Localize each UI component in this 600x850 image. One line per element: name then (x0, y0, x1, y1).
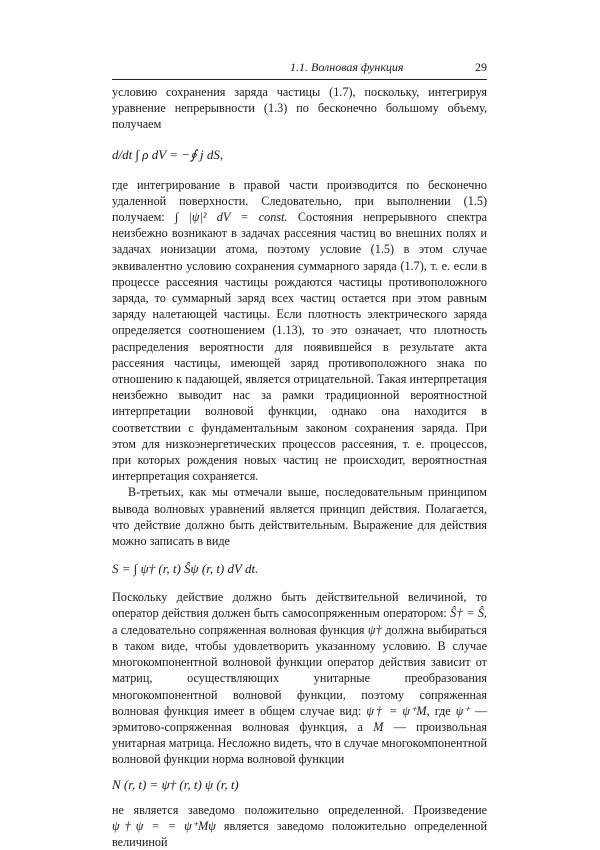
paragraph-1: условию сохранения заряда частицы (1.7), поскольку, интегрируя уравнение непрерывности (1.3) по бесконечно большому объему, получаем (112, 85, 487, 132)
running-title: 1.1. Волновая функция (290, 60, 404, 74)
equation-norm: N (r, t) = ψ† (r, t) ψ (r, t) (112, 776, 239, 792)
inline-formula-conjugate: ψ† = ψ⁺M, (366, 703, 430, 718)
paragraph-4-text-e: — эрмитово-сопряженная волновая функция, а (112, 703, 488, 734)
inline-formula-product-cont: = ψ⁺Mψ (167, 818, 216, 833)
paragraph-5-text-a: не является заведомо положительно определенной. Произведение (112, 802, 487, 817)
paragraph-4-text-b: а следовательно сопряженная волновая функция (112, 622, 365, 637)
paragraph-3: В-третьих, как мы отмечали выше, последовательным принципом вывода волновых уравнений является принцип действия. Полагается, что действие должно быть действительным. Выражение для действия можно записать в виде (112, 485, 487, 549)
inline-formula-norm: ∫ |ψ|² dV = const. (174, 210, 288, 225)
page-header (112, 60, 487, 76)
equation-charge-conservation: d/dt ∫ ρ dV = −∮ j dS, (112, 146, 224, 162)
paragraph-4-text-f: — произвольная унитарная матрица. Несложно видеть, что в случае многокомпонентной волновой функции норма волновой функции (112, 719, 488, 767)
inline-formula-product: ψ†ψ = (112, 818, 160, 833)
paragraph-4-text-d: где (434, 703, 451, 718)
paragraph-5-text-b: является заведомо положительно определенной величиной (112, 818, 488, 849)
paragraph-4-text-a: Поскольку действие должно быть действительной величиной, то оператор действия должен быть самосопряженным оператором: (112, 590, 487, 621)
paragraph-4-text-c: должна выбираться в таком виде, чтобы удовлетворить указанному условию. В случае многокомпонентной волновой функции оператор действия зависит от матриц, осуществляющих унитарные преобразования многокомпонентной волновой функции, поэтому сопряженная волновая функция имеет в общем случае вид: (112, 622, 487, 718)
inline-formula-psi-plus: ψ⁺ (455, 703, 470, 718)
inline-formula-m: M (373, 719, 384, 734)
paragraph-2-text-b: Состояния непрерывного спектра неизбежно возникают в задачах рассеяния частиц во внешних полях и задачах ионизации атома, поэтому условие (1.5) в этом случае эквивалентно условию сохранения суммарного заряда (1.7), т. е. если в процессе рассеяния частицы рождаются частицы противоположного заряда, то суммарный заряд всех частиц остается при этом равным заряду налетающей частицы. Если плотность электрического заряда определяется соотношением (1.13), то это означает, что плотность распределения вероятности для появившейся в результате акта рассеяния частицы, имеющей заряд противоположного знака по отношению к падающей, является отрицательной. Такая интерпретация неизбежно выводит нас за рамки традиционной вероятностной интерпретации волновой функции, однако она находится в соответствии с фундаментальным законом сохранения заряда. При этом для низкоэнергетических процессов рассеяния, т. е. процессов, при которых рождения новых частиц не происходит, вероятностная интерпретация сохраняется. (112, 210, 488, 484)
header-rule (112, 79, 487, 80)
inline-formula-psi-dagger: ψ† (367, 622, 383, 637)
equation-action: S = ∫ ψ† (r, t) Ŝψ (r, t) dV dt. (112, 561, 259, 577)
paragraph-5 (112, 802, 487, 850)
body-text (112, 84, 487, 850)
paragraph-2 (112, 177, 487, 485)
inline-formula-self-adjoint: Ŝ† = Ŝ, (450, 606, 487, 621)
paragraph-4 (112, 589, 487, 767)
page-number: 29 (475, 60, 487, 74)
paragraph-2-text-a: где интегрирование в правой части производится по бесконечно удаленной поверхности. Следовательно, при выполнении (1.5) получаем: (112, 177, 487, 225)
